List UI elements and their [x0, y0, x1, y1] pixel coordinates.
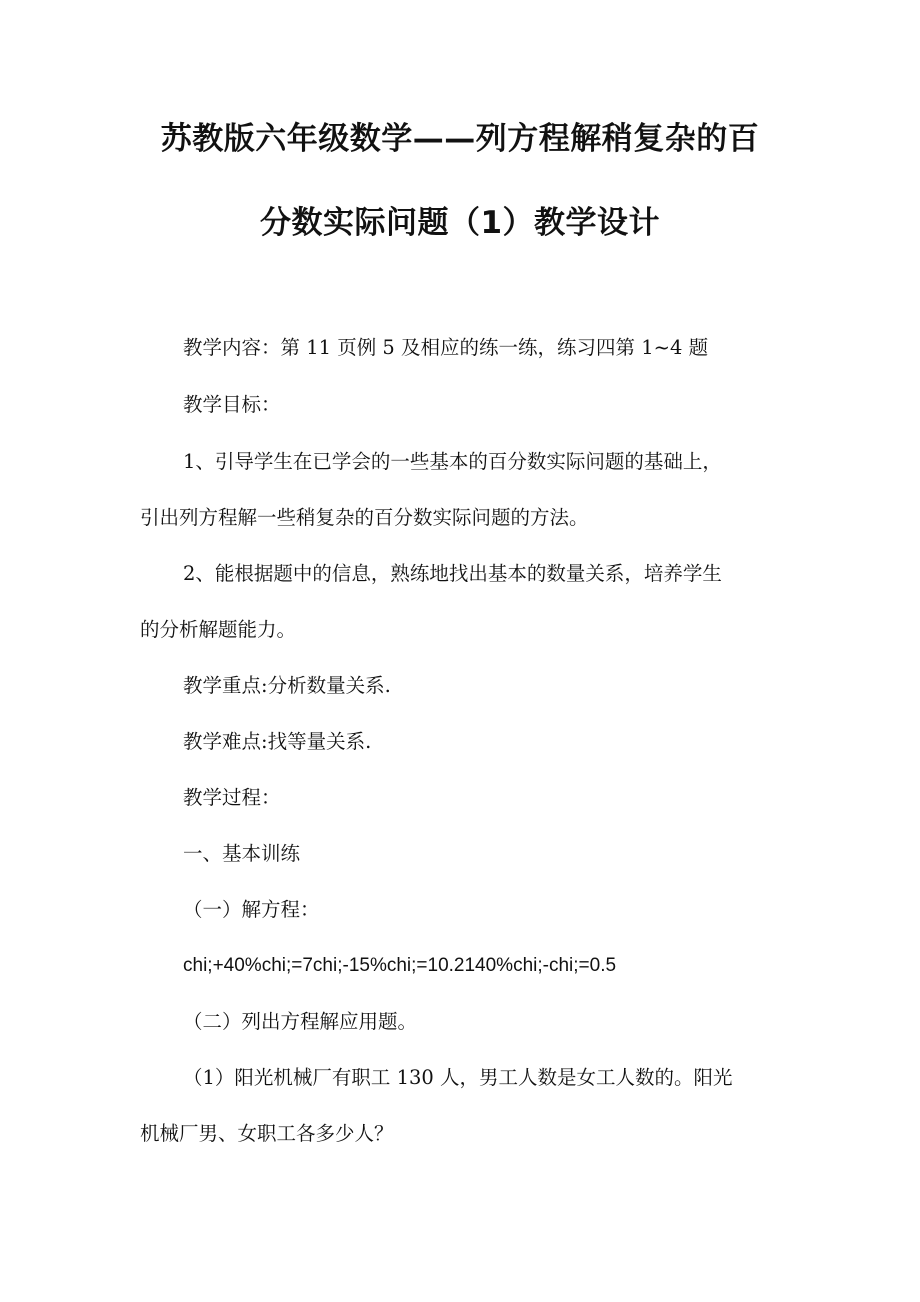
goal-1-line-1: 1、引导学生在已学会的一些基本的百分数实际问题的基础上，	[183, 450, 722, 473]
document-title-line-1: 苏教版六年级数学——列方程解稍复杂的百	[160, 121, 760, 157]
subsection-2-heading: （二）列出方程解应用题。	[183, 1010, 418, 1033]
document-title-line-2: 分数实际问题（1）教学设计	[259, 205, 661, 241]
section-1-heading: 一、基本训练	[183, 842, 301, 865]
equations-line: chi;+40%chi;=7chi;-15%chi;=10.2140%chi;-chi;=0.5	[183, 955, 617, 976]
problem-1-line-2: 机械厂男、女职工各多少人？	[140, 1122, 394, 1145]
key-point: 教学重点:分析数量关系.	[183, 674, 391, 697]
teaching-process-heading: 教学过程：	[183, 786, 281, 809]
goal-1-line-2: 引出列方程解一些稍复杂的百分数实际问题的方法。	[140, 506, 589, 529]
subsection-1-heading: （一）解方程：	[183, 898, 320, 921]
goal-2-line-2: 的分析解题能力。	[140, 618, 297, 641]
teaching-goals-heading: 教学目标：	[183, 393, 281, 416]
teaching-content: 教学内容：第 11 页例 5 及相应的练一练，练习四第 1~4 题	[183, 336, 709, 359]
difficulty-point: 教学难点:找等量关系.	[183, 730, 372, 753]
problem-1-line-1: （1）阳光机械厂有职工 130 人，男工人数是女工人数的。阳光	[183, 1066, 733, 1089]
goal-2-line-1: 2、能根据题中的信息，熟练地找出基本的数量关系，培养学生	[183, 562, 722, 585]
